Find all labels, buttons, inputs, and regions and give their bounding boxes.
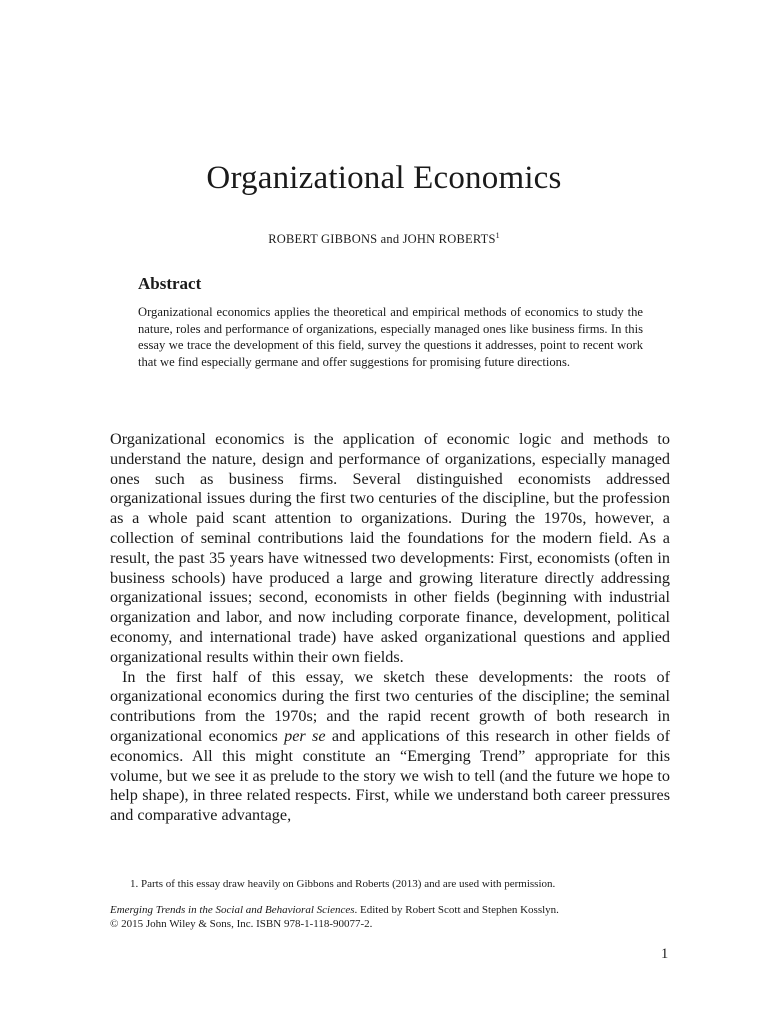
author-names: ROBERT GIBBONS and JOHN ROBERTS: [268, 232, 496, 246]
page-number: 1: [661, 946, 669, 962]
publication-editors: . Edited by Robert Scott and Stephen Kosslyn.: [354, 904, 559, 916]
body-paragraph-2-part-1: In the first half of this essay, we sketch these developments: the roots of organizational economics during the first two centuries of the discipline; the seminal contributions from the 1970s; and the rapid recent growth of both research in organizational economics: [110, 667, 670, 745]
publication-copyright: © 2015 John Wiley & Sons, Inc. ISBN 978-1-118-90077-2.: [110, 917, 373, 930]
body-paragraph-1: Organizational economics is the application of economic logic and methods to understand the nature, design and performance of organizations, especially managed ones such as business firms. Several distinguished economists addressed organizational issues during the first two centuries of the discipline, but the profession as a whole paid scant attention to organizations. During the 1970s, however, a collection of seminal contributions laid the foundations for the modern field. As a result, the past 35 years have witnessed two developments: First, economists (often in business schools) have produced a large and growing literature directly addressing organizational issues; second, economists in other fields (beginning with industrial organization and labor, and now including corporate finance, development, political economy, and international trade) have asked organizational questions and applied organizational results within their own fields.: [110, 430, 670, 666]
article-title: Organizational Economics: [206, 160, 562, 196]
article-authors: [0, 232, 768, 247]
article-body: [110, 430, 670, 826]
publication-journal: Emerging Trends in the Social and Behavioral Sciences: [110, 904, 355, 916]
body-paragraph-2-emphasis: per se: [284, 726, 326, 745]
body-paragraph-2-part-2: and applications of this research in other fields of economics. All this might constitute an “Emerging Trend” appropriate for this volume, but we see it as prelude to the story we wish to tell (and the future we hope to help shape), in three related respects. First, while we understand both career pressures and comparative advantage,: [110, 726, 670, 825]
footnote: 1. Parts of this essay draw heavily on Gibbons and Roberts (2013) and are used with permission.: [130, 878, 556, 890]
abstract-heading: Abstract: [138, 274, 202, 293]
publication-info: [110, 904, 559, 931]
abstract-text: Organizational economics applies the theoretical and empirical methods of economics to study the nature, roles and performance of organizations, especially managed ones like business firms. In this essay we trace the development of this field, survey the questions it addresses, point to recent work that we find especially germane and offer suggestions for promising future directions.: [138, 305, 643, 369]
body-paragraph-2: [110, 668, 670, 826]
author-footnote-mark: 1: [495, 230, 500, 240]
publication-line-1: [110, 904, 559, 918]
